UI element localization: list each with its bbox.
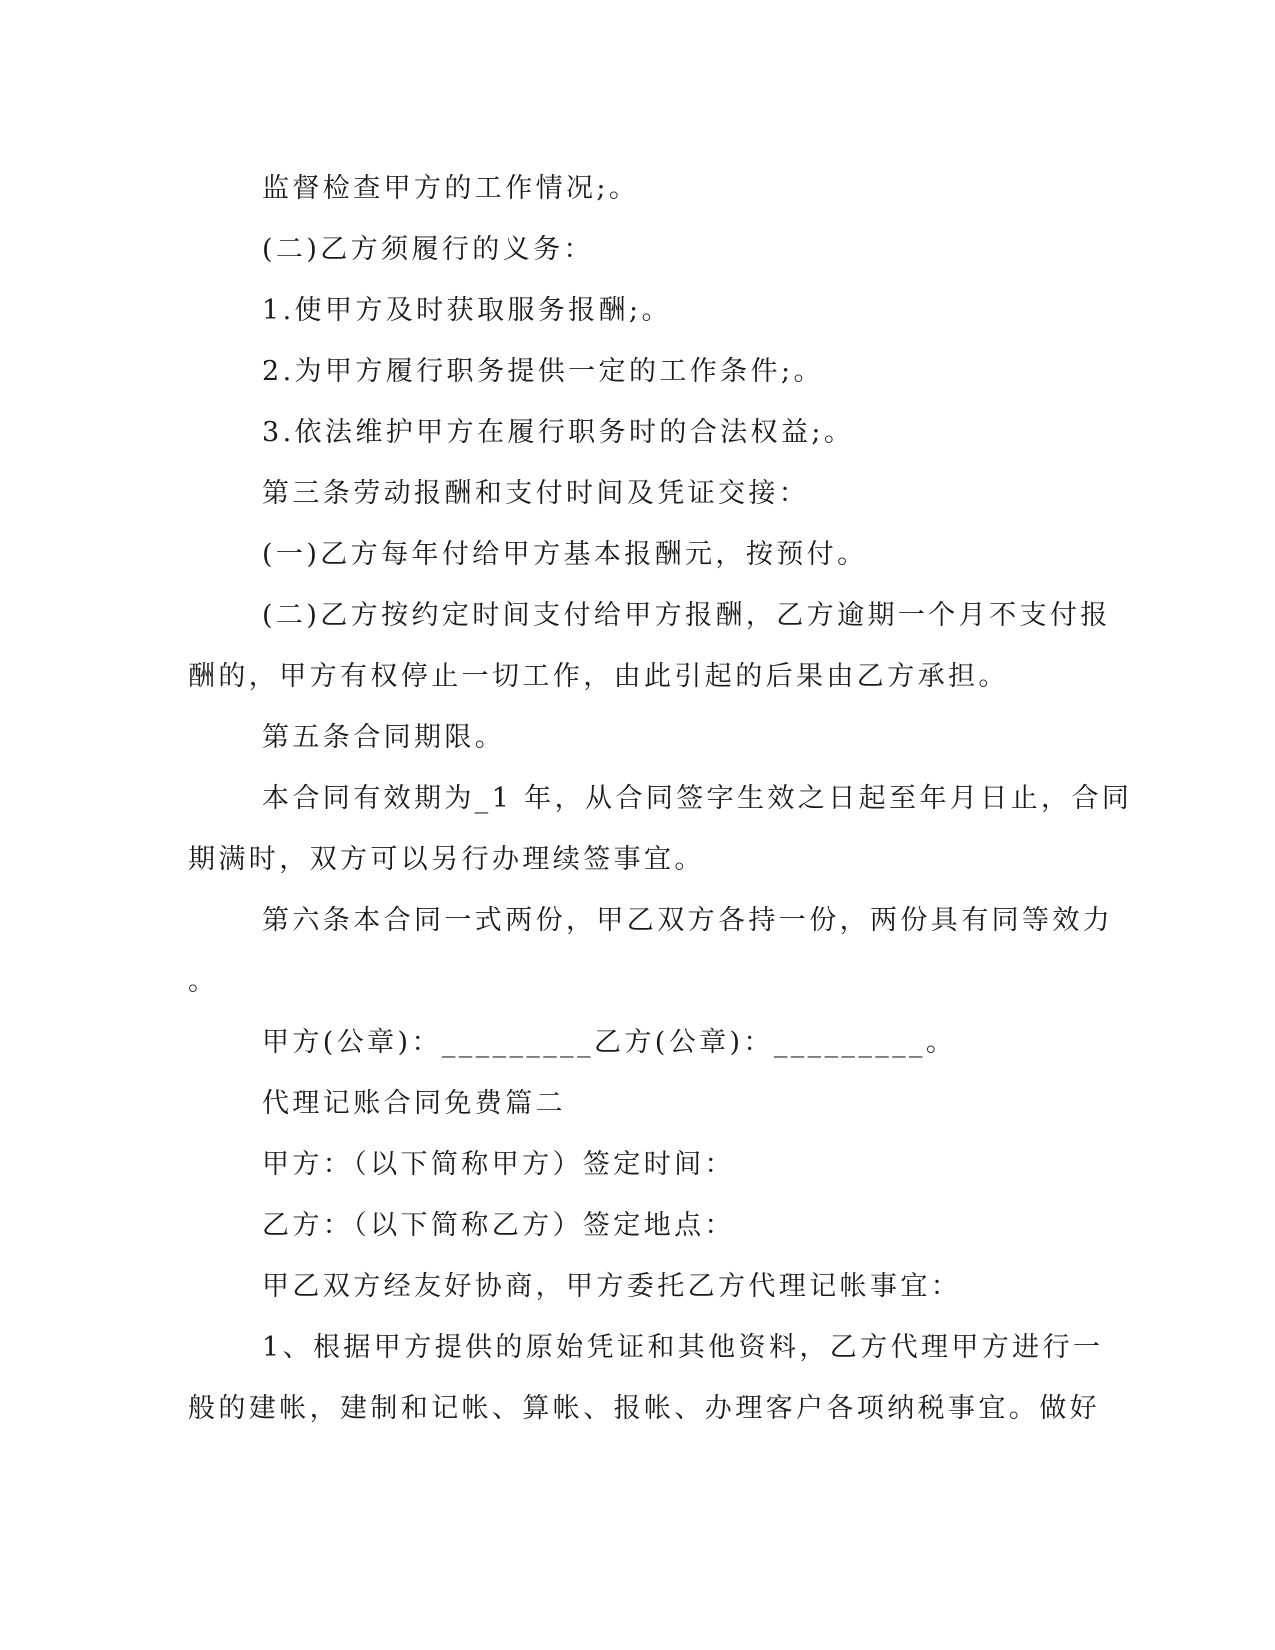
clause-heading: (二)乙方须履行的义务： [262,234,594,265]
party-a-line: 甲方：（以下简称甲方）签定时间： [262,1149,735,1180]
paragraph-continuation: 般的建帐，建制和记帐、算帐、报帐、办理客户各项纳税事宜。做好 [188,1393,1100,1424]
paragraph-continuation: 酬的，甲方有权停止一切工作，由此引起的后果由乙方承担。 [188,661,1009,692]
document-body [188,158,1133,1439]
paragraph-continuation: 。 [188,966,219,997]
article-heading: 第六条本合同一式两份，甲乙双方各持一份，两份具有同等效力 [262,905,1114,936]
paragraph-line: 甲乙双方经友好协商，甲方委托乙方代理记帐事宜： [262,1271,962,1302]
paragraph-line: (二)乙方按约定时间支付给甲方报酬，乙方逾期一个月不支付报 [262,600,1111,631]
list-item: 1、根据甲方提供的原始凭证和其他资料，乙方代理甲方进行一 [262,1332,1104,1363]
paragraph-line: 本合同有效期为_1 年，从合同签字生效之日起至年月日止，合同 [262,783,1133,814]
paragraph-line: 监督检查甲方的工作情况;。 [262,173,640,204]
section-title: 代理记账合同免费篇二 [262,1088,566,1119]
list-item: 2.为甲方履行职务提供一定的工作条件;。 [262,356,824,387]
paragraph-continuation: 期满时，双方可以另行办理续签事宜。 [188,844,705,875]
article-heading: 第五条合同期限。 [262,722,506,753]
list-item: 3.依法维护甲方在履行职务时的合法权益;。 [262,417,855,448]
article-heading: 第三条劳动报酬和支付时间及凭证交接： [262,478,810,509]
signature-line: 甲方(公章)：_________乙方(公章)：_________。 [262,1027,957,1058]
party-b-line: 乙方：（以下简称乙方）签定地点： [262,1210,735,1241]
list-item: 1.使甲方及时获取服务报酬;。 [262,295,672,326]
paragraph-line: (一)乙方每年付给甲方基本报酬元，按预付。 [262,539,868,570]
